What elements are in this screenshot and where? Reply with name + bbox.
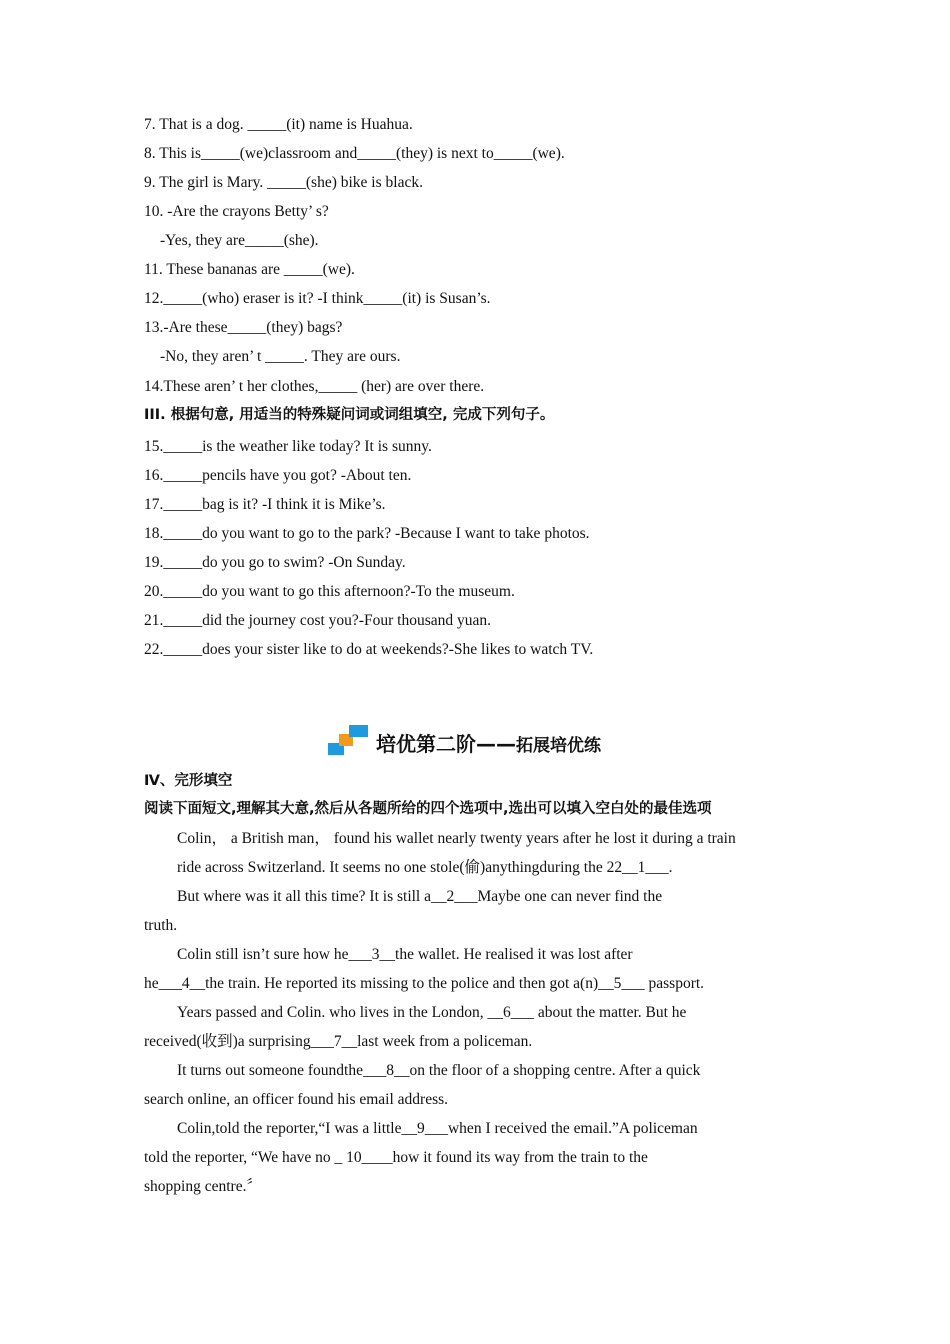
passage-line-12: told the reporter, “We have no _ 10____how it found its way from the train to the: [144, 1149, 648, 1166]
section-3-heading: III. 根据句意, 用适当的特殊疑问词或词组填空, 完成下列句子。: [144, 407, 555, 423]
passage-line-2: ride across Switzerland. It seems no one stole(偷)anythingduring the 22__1___.: [177, 859, 673, 876]
passage-line-9: It turns out someone foundthe___8__on the floor of a shopping centre. After a quick: [177, 1062, 701, 1079]
exercise-line-16: 16._____pencils have you got? -About ten.: [144, 467, 412, 484]
exercise-line-8: 8. This is_____(we)classroom and_____(they) is next to_____(we).: [144, 145, 565, 162]
passage-line-6: he___4__the train. He reported its missing to the police and then got a(n)__5___ passport.: [144, 975, 705, 992]
section-4-instruction: 阅读下面短文,理解其大意,然后从各题所给的四个选项中,选出可以填入空白处的最佳选项: [144, 801, 712, 817]
passage-line-8: received(收到)a surprising___7__last week from a policeman.: [144, 1033, 533, 1050]
exercise-line-19: 19._____do you go to swim? -On Sunday.: [144, 554, 406, 571]
banner-title: [376, 728, 601, 757]
section-4-heading: Ⅳ、完形填空: [144, 773, 233, 789]
exercise-line-10: 10. -Are the crayons Betty’ s?: [144, 203, 329, 220]
passage-line-5: Colin still isn’t sure how he___3__the wallet. He realised it was lost after: [177, 946, 633, 963]
banner-title-sub: 拓展培优练: [516, 735, 601, 756]
exercise-line-22: 22._____does your sister like to do at weekends?-She likes to watch TV.: [144, 641, 594, 658]
passage-line-13: shopping centre.〞: [144, 1178, 262, 1195]
exercise-line-14: 14.These aren’ t her clothes,_____ (her) are over there.: [144, 378, 485, 395]
exercise-line-12: 12._____(who) eraser is it? -I think_____(it) is Susan’s.: [144, 290, 491, 307]
banner-title-main: 培优第二阶: [376, 731, 476, 756]
exercise-line-13: 13.-Are these_____(they) bags?: [144, 319, 343, 336]
passage-line-11: Colin,told the reporter,“I was a little__9___when I received the email.”A policeman: [177, 1120, 698, 1137]
banner-logo-blue-block-top: [349, 725, 368, 737]
banner-title-dash: ——: [476, 731, 516, 756]
banner-logo-icon: [328, 725, 368, 759]
exercise-line-15: 15._____is the weather like today? It is sunny.: [144, 438, 432, 455]
exercise-line-11: 11. These bananas are _____(we).: [144, 261, 355, 278]
exercise-line-10-answer: -Yes, they are_____(she).: [160, 232, 319, 249]
passage-line-10: search online, an officer found his email address.: [144, 1091, 449, 1108]
passage-line-3: But where was it all this time? It is still a__2___Maybe one can never find the: [177, 888, 663, 905]
passage-line-4: truth.: [144, 917, 178, 934]
exercise-line-13-answer: -No, they aren’ t _____. They are ours.: [160, 348, 401, 365]
passage-line-1: Colin， a British man， found his wallet nearly twenty years after he lost it during a train: [177, 830, 736, 847]
exercise-line-21: 21._____did the journey cost you?-Four thousand yuan.: [144, 612, 491, 629]
exercise-line-20: 20._____do you want to go this afternoon?-To the museum.: [144, 583, 515, 600]
exercise-line-17: 17._____bag is it? -I think it is Mike’s.: [144, 496, 386, 513]
exercise-line-7: 7. That is a dog. _____(it) name is Huahua.: [144, 116, 413, 133]
exercise-line-18: 18._____do you want to go to the park? -Because I want to take photos.: [144, 525, 590, 542]
section-banner: [328, 722, 601, 762]
passage-line-7: Years passed and Colin. who lives in the London, __6___ about the matter. But he: [177, 1004, 687, 1021]
exercise-line-9: 9. The girl is Mary. _____(she) bike is black.: [144, 174, 423, 191]
